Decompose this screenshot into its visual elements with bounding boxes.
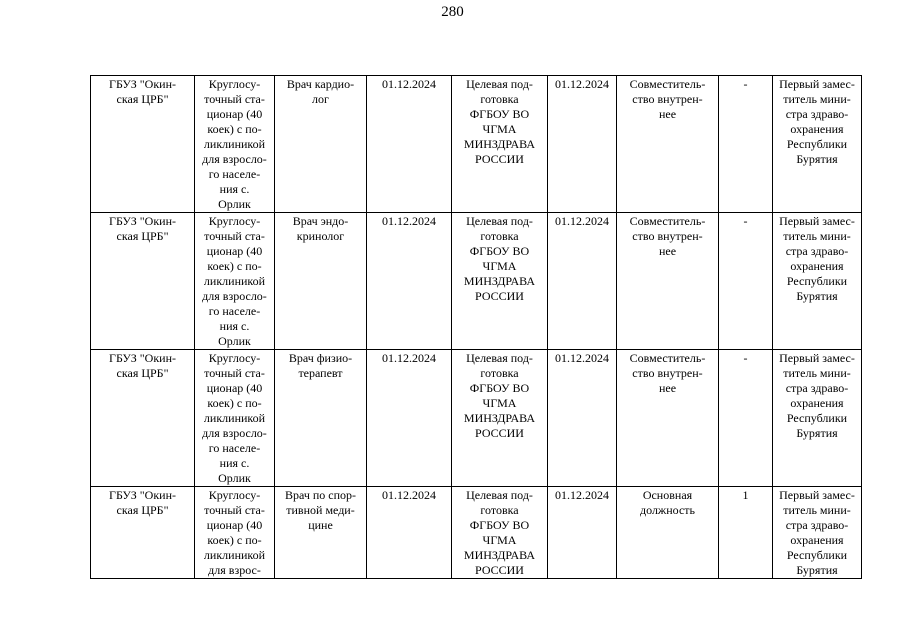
cell-text-line: Целевая под-	[466, 488, 533, 502]
end-date-cell	[548, 76, 617, 213]
cell-text-line: ния с.	[219, 456, 250, 470]
cell-text-line: охранения	[790, 122, 844, 136]
employment-type-cell	[617, 350, 719, 487]
cell-text-line: Республики	[786, 274, 848, 288]
cell-text-line: Республики	[786, 548, 848, 562]
cell-text-line: Врач кардио-	[286, 77, 355, 91]
start-date-cell	[367, 76, 452, 213]
basis-cell	[452, 213, 548, 350]
cell-text-line: Орлик	[218, 197, 251, 211]
cell-text-line: 01.12.2024	[382, 77, 436, 91]
cell-text-line: ликлиникой	[203, 548, 266, 562]
cell-text-line: должность	[640, 503, 695, 517]
cell-text-line: ния с.	[219, 182, 250, 196]
cell-text-line: РОССИИ	[475, 289, 524, 303]
cell-text-line: стра здраво-	[785, 518, 849, 532]
cell-text-line: МИНЗДРАВА	[463, 274, 536, 288]
cell-text-line: ЧГМА	[482, 122, 517, 136]
cell-text-line: 01.12.2024	[382, 488, 436, 502]
cell-text-line: нее	[658, 244, 677, 258]
cell-text-line: Первый замес-	[779, 351, 855, 365]
cell-text-line: охранения	[790, 533, 844, 547]
cell-text-line: Бурятия	[796, 289, 838, 303]
cell-text-line: ФГБОУ ВО	[469, 518, 530, 532]
cell-text-line: ГБУЗ "Окин-	[109, 77, 176, 91]
cell-text-line: РОССИИ	[475, 563, 524, 577]
cell-text-line: ская ЦРБ"	[116, 92, 169, 106]
cell-text-line: ская ЦРБ"	[116, 229, 169, 243]
cell-text-line: ГБУЗ "Окин-	[109, 214, 176, 228]
cell-text-line: коек) с по-	[207, 533, 262, 547]
cell-text-line: нее	[658, 107, 677, 121]
cell-text-line: готовка	[480, 229, 519, 243]
cell-text-line: Целевая под-	[466, 351, 533, 365]
org-cell	[91, 350, 195, 487]
cell-text-line: готовка	[480, 503, 519, 517]
cell-text-line: ская ЦРБ"	[116, 366, 169, 380]
rate-cell	[719, 76, 773, 213]
position-cell	[275, 213, 367, 350]
cell-text-line: МИНЗДРАВА	[463, 548, 536, 562]
cell-text-line: -	[743, 214, 748, 228]
cell-text-line: титель мини-	[783, 229, 851, 243]
cell-text-line: готовка	[480, 366, 519, 380]
cell-text-line: стра здраво-	[785, 381, 849, 395]
employment-type-cell	[617, 487, 719, 579]
cell-text-line: точный ста-	[204, 92, 265, 106]
cell-text-line: РОССИИ	[475, 152, 524, 166]
cell-text-line: ЧГМА	[482, 533, 517, 547]
org-cell	[91, 213, 195, 350]
position-cell	[275, 76, 367, 213]
cell-text-line: готовка	[480, 92, 519, 106]
cell-text-line: ЧГМА	[482, 259, 517, 273]
cell-text-line: Целевая под-	[466, 214, 533, 228]
cell-text-line: ФГБОУ ВО	[469, 381, 530, 395]
cell-text-line: Совместитель-	[629, 351, 706, 365]
cell-text-line: ликлиникой	[203, 137, 266, 151]
position-cell	[275, 350, 367, 487]
approver-cell	[773, 487, 862, 579]
cell-text-line: титель мини-	[783, 503, 851, 517]
table-row	[91, 213, 862, 350]
cell-text-line: для взросло-	[202, 152, 267, 166]
cell-text-line: Бурятия	[796, 563, 838, 577]
cell-text-line: ГБУЗ "Окин-	[109, 351, 176, 365]
cell-text-line: ГБУЗ "Окин-	[109, 488, 176, 502]
cell-text-line: Круглосу-	[208, 77, 261, 91]
cell-text-line: коек) с по-	[207, 122, 262, 136]
cell-text-line: стра здраво-	[785, 244, 849, 258]
unit-cell	[195, 487, 275, 579]
approver-cell	[773, 76, 862, 213]
cell-text-line: нее	[658, 381, 677, 395]
cell-text-line: кринолог	[296, 229, 345, 243]
cell-text-line: для взросло-	[202, 289, 267, 303]
cell-text-line: Врач физио-	[288, 351, 353, 365]
rate-cell	[719, 213, 773, 350]
cell-text-line: Круглосу-	[208, 351, 261, 365]
cell-text-line: Совместитель-	[629, 214, 706, 228]
basis-cell	[452, 76, 548, 213]
cell-text-line: терапевт	[298, 366, 343, 380]
cell-text-line: Республики	[786, 137, 848, 151]
basis-cell	[452, 350, 548, 487]
cell-text-line: Орлик	[218, 334, 251, 348]
cell-text-line: охранения	[790, 259, 844, 273]
cell-text-line: 01.12.2024	[555, 351, 609, 365]
cell-text-line: Врач по спор-	[284, 488, 357, 502]
cell-text-line: ство внутрен-	[632, 229, 703, 243]
cell-text-line: ционар (40	[206, 107, 263, 121]
cell-text-line: точный ста-	[204, 229, 265, 243]
cell-text-line: коек) с по-	[207, 396, 262, 410]
cell-text-line: 1	[742, 488, 749, 502]
cell-text-line: МИНЗДРАВА	[463, 137, 536, 151]
unit-cell	[195, 213, 275, 350]
cell-text-line: 01.12.2024	[555, 488, 609, 502]
unit-cell	[195, 76, 275, 213]
cell-text-line: Первый замес-	[779, 488, 855, 502]
positions-table	[90, 75, 862, 579]
cell-text-line: ликлиникой	[203, 274, 266, 288]
rate-cell	[719, 487, 773, 579]
cell-text-line: ликлиникой	[203, 411, 266, 425]
cell-text-line: ционар (40	[206, 381, 263, 395]
cell-text-line: ФГБОУ ВО	[469, 244, 530, 258]
cell-text-line: ЧГМА	[482, 396, 517, 410]
employment-type-cell	[617, 76, 719, 213]
cell-text-line: 01.12.2024	[382, 351, 436, 365]
page-number: 280	[441, 4, 464, 20]
approver-cell	[773, 350, 862, 487]
rate-cell	[719, 350, 773, 487]
org-cell	[91, 487, 195, 579]
cell-text-line: лог	[312, 92, 329, 106]
position-cell	[275, 487, 367, 579]
cell-text-line: тивной меди-	[286, 503, 355, 517]
cell-text-line: Первый замес-	[779, 214, 855, 228]
cell-text-line: охранения	[790, 396, 844, 410]
cell-text-line: ционар (40	[206, 244, 263, 258]
table-row	[91, 487, 862, 579]
cell-text-line: Республики	[786, 411, 848, 425]
org-cell	[91, 76, 195, 213]
cell-text-line: Основная	[642, 488, 693, 502]
cell-text-line: го населе-	[208, 441, 261, 455]
end-date-cell	[548, 213, 617, 350]
cell-text-line: ская ЦРБ"	[116, 503, 169, 517]
cell-text-line: ство внутрен-	[632, 92, 703, 106]
cell-text-line: 01.12.2024	[555, 77, 609, 91]
cell-text-line: МИНЗДРАВА	[463, 411, 536, 425]
start-date-cell	[367, 213, 452, 350]
cell-text-line: -	[743, 77, 748, 91]
end-date-cell	[548, 350, 617, 487]
cell-text-line: -	[743, 351, 748, 365]
cell-text-line: Бурятия	[796, 152, 838, 166]
cell-text-line: титель мини-	[783, 92, 851, 106]
cell-text-line: Круглосу-	[208, 488, 261, 502]
cell-text-line: го населе-	[208, 167, 261, 181]
unit-cell	[195, 350, 275, 487]
cell-text-line: Совместитель-	[629, 77, 706, 91]
basis-cell	[452, 487, 548, 579]
cell-text-line: для взросло-	[202, 426, 267, 440]
start-date-cell	[367, 350, 452, 487]
cell-text-line: го населе-	[208, 304, 261, 318]
approver-cell	[773, 213, 862, 350]
cell-text-line: цине	[308, 518, 333, 532]
cell-text-line: точный ста-	[204, 366, 265, 380]
cell-text-line: ФГБОУ ВО	[469, 107, 530, 121]
cell-text-line: ния с.	[219, 319, 250, 333]
cell-text-line: коек) с по-	[207, 259, 262, 273]
cell-text-line: для взрос-	[208, 563, 261, 577]
cell-text-line: Бурятия	[796, 426, 838, 440]
end-date-cell	[548, 487, 617, 579]
cell-text-line: Круглосу-	[208, 214, 261, 228]
cell-text-line: Врач эндо-	[292, 214, 349, 228]
table-row	[91, 350, 862, 487]
start-date-cell	[367, 487, 452, 579]
cell-text-line: ционар (40	[206, 518, 263, 532]
cell-text-line: 01.12.2024	[382, 214, 436, 228]
cell-text-line: Первый замес-	[779, 77, 855, 91]
cell-text-line: точный ста-	[204, 503, 265, 517]
cell-text-line: 01.12.2024	[555, 214, 609, 228]
cell-text-line: стра здраво-	[785, 107, 849, 121]
cell-text-line: титель мини-	[783, 366, 851, 380]
cell-text-line: ство внутрен-	[632, 366, 703, 380]
table-row	[91, 76, 862, 213]
cell-text-line: Целевая под-	[466, 77, 533, 91]
cell-text-line: РОССИИ	[475, 426, 524, 440]
employment-type-cell	[617, 213, 719, 350]
cell-text-line: Орлик	[218, 471, 251, 485]
